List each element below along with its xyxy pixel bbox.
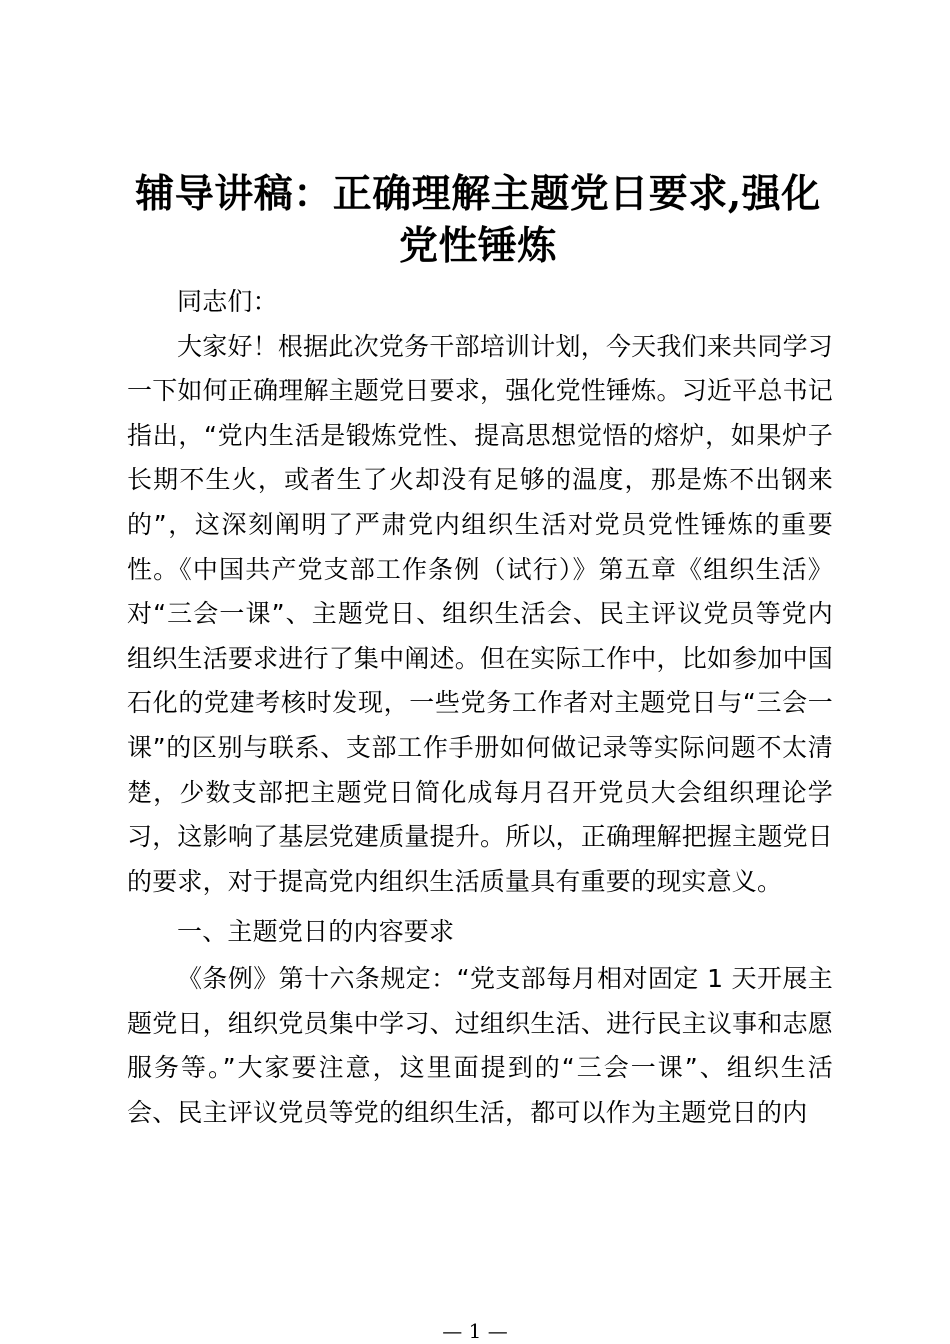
salutation: 同志们： [177,287,278,316]
document-title: 辅导讲稿：正确理解主题党日要求,强化党性锤炼 [135,171,821,269]
section-paragraph: 《条例》第十六条规定：“党支部每月相对固定 1 天开展主题党日，组织党员集中学习、过组织生活、进行民主议事和志愿服务等。”大家要注意，这里面提到的“三会一课”、组织生活会、民主评议党员等党的组织生活，都可以作为主题党日的内 [127,963,833,1127]
section-heading: 一、主题党日的内容要求 [177,917,455,947]
page-number: — 1 — [442,1319,508,1343]
intro-paragraph: 大家好！根据此次党务干部培训计划，今天我们来共同学习一下如何正确理解主题党日要求，强化党性锤炼。习近平总书记指出，“党内生活是锻炼党性、提高思想觉悟的熔炉，如果炉子长期不生火，或者生了火却没有足够的温度，那是炼不出钢来的”，这深刻阐明了严肃党内组织生活对党员党性锤炼的重要性。《中国共产党支部工作条例（试行）》第五章《组织生活》对“三会一课”、主题党日、组织生活会、民主评议党员等党内组织生活要求进行了集中阐述。但在实际工作中，比如参加中国石化的党建考核时发现，一些党务工作者对主题党日与“三会一课”的区别与联系、支部工作手册如何做记录等实际问题不太清楚，少数支部把主题党日简化成每月召开党员大会组织理论学习，这影响了基层党建质量提升。所以，正确理解把握主题党日的要求，对于提高党内组织生活质量具有重要的现实意义。 [127,331,833,896]
document-body [127,280,833,1135]
